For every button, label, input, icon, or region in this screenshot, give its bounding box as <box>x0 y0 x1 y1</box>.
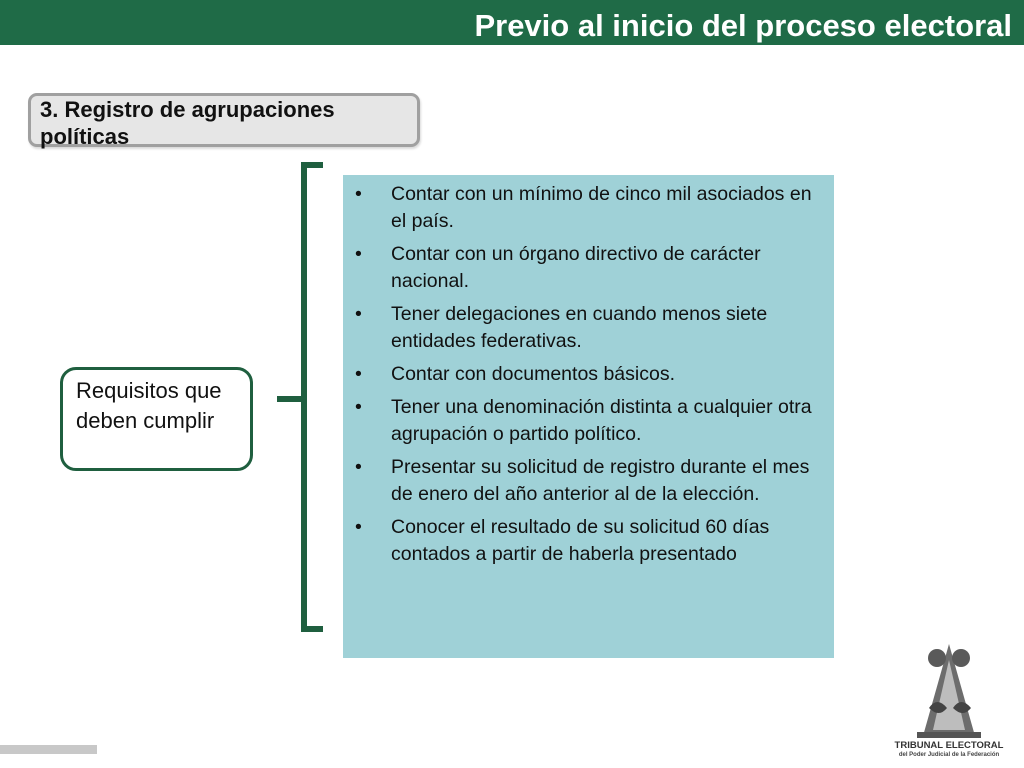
list-item <box>343 394 834 448</box>
list-item <box>343 301 834 355</box>
bullet: • <box>355 303 362 325</box>
bullet: • <box>355 456 362 478</box>
bullet: • <box>355 183 362 205</box>
list-item <box>343 514 834 568</box>
list-item-text: Presentar su solicitud de registro durante el mes de enero del año anterior al de la elección. <box>391 456 810 505</box>
list-item-text: Contar con documentos básicos. <box>391 363 675 385</box>
bracket-connector <box>277 396 304 402</box>
list-item <box>343 241 834 295</box>
logo-subtitle: del Poder Judicial de la Federación <box>898 752 1000 758</box>
section-title: 3. Registro de agrupaciones políticas <box>40 97 335 149</box>
requirements-list <box>343 181 834 574</box>
bullet: • <box>355 243 362 265</box>
bracket <box>301 162 323 632</box>
bullet: • <box>355 396 362 418</box>
list-item-text: Contar con un órgano directivo de carácter nacional. <box>391 243 761 292</box>
bullet: • <box>355 363 362 385</box>
list-item-text: Conocer el resultado de su solicitud 60 días contados a partir de haberla presentado <box>391 516 770 565</box>
slide-title: Previo al inicio del proceso electoral <box>474 8 1012 43</box>
list-item-text: Tener delegaciones en cuando menos siete entidades federativas. <box>391 303 768 352</box>
logo-name: TRIBUNAL ELECTORAL <box>894 740 1004 751</box>
list-item <box>343 181 834 235</box>
list-item-text: Tener una denominación distinta a cualquier otra agrupación o partido político. <box>391 396 812 445</box>
list-item <box>343 361 834 388</box>
bullet: • <box>355 516 362 538</box>
list-item-text: Contar con un mínimo de cinco mil asociados en el país. <box>391 183 812 232</box>
footer-bar <box>0 745 97 754</box>
requirements-label: Requisitos que deben cumplir <box>76 378 222 433</box>
list-item <box>343 454 834 508</box>
